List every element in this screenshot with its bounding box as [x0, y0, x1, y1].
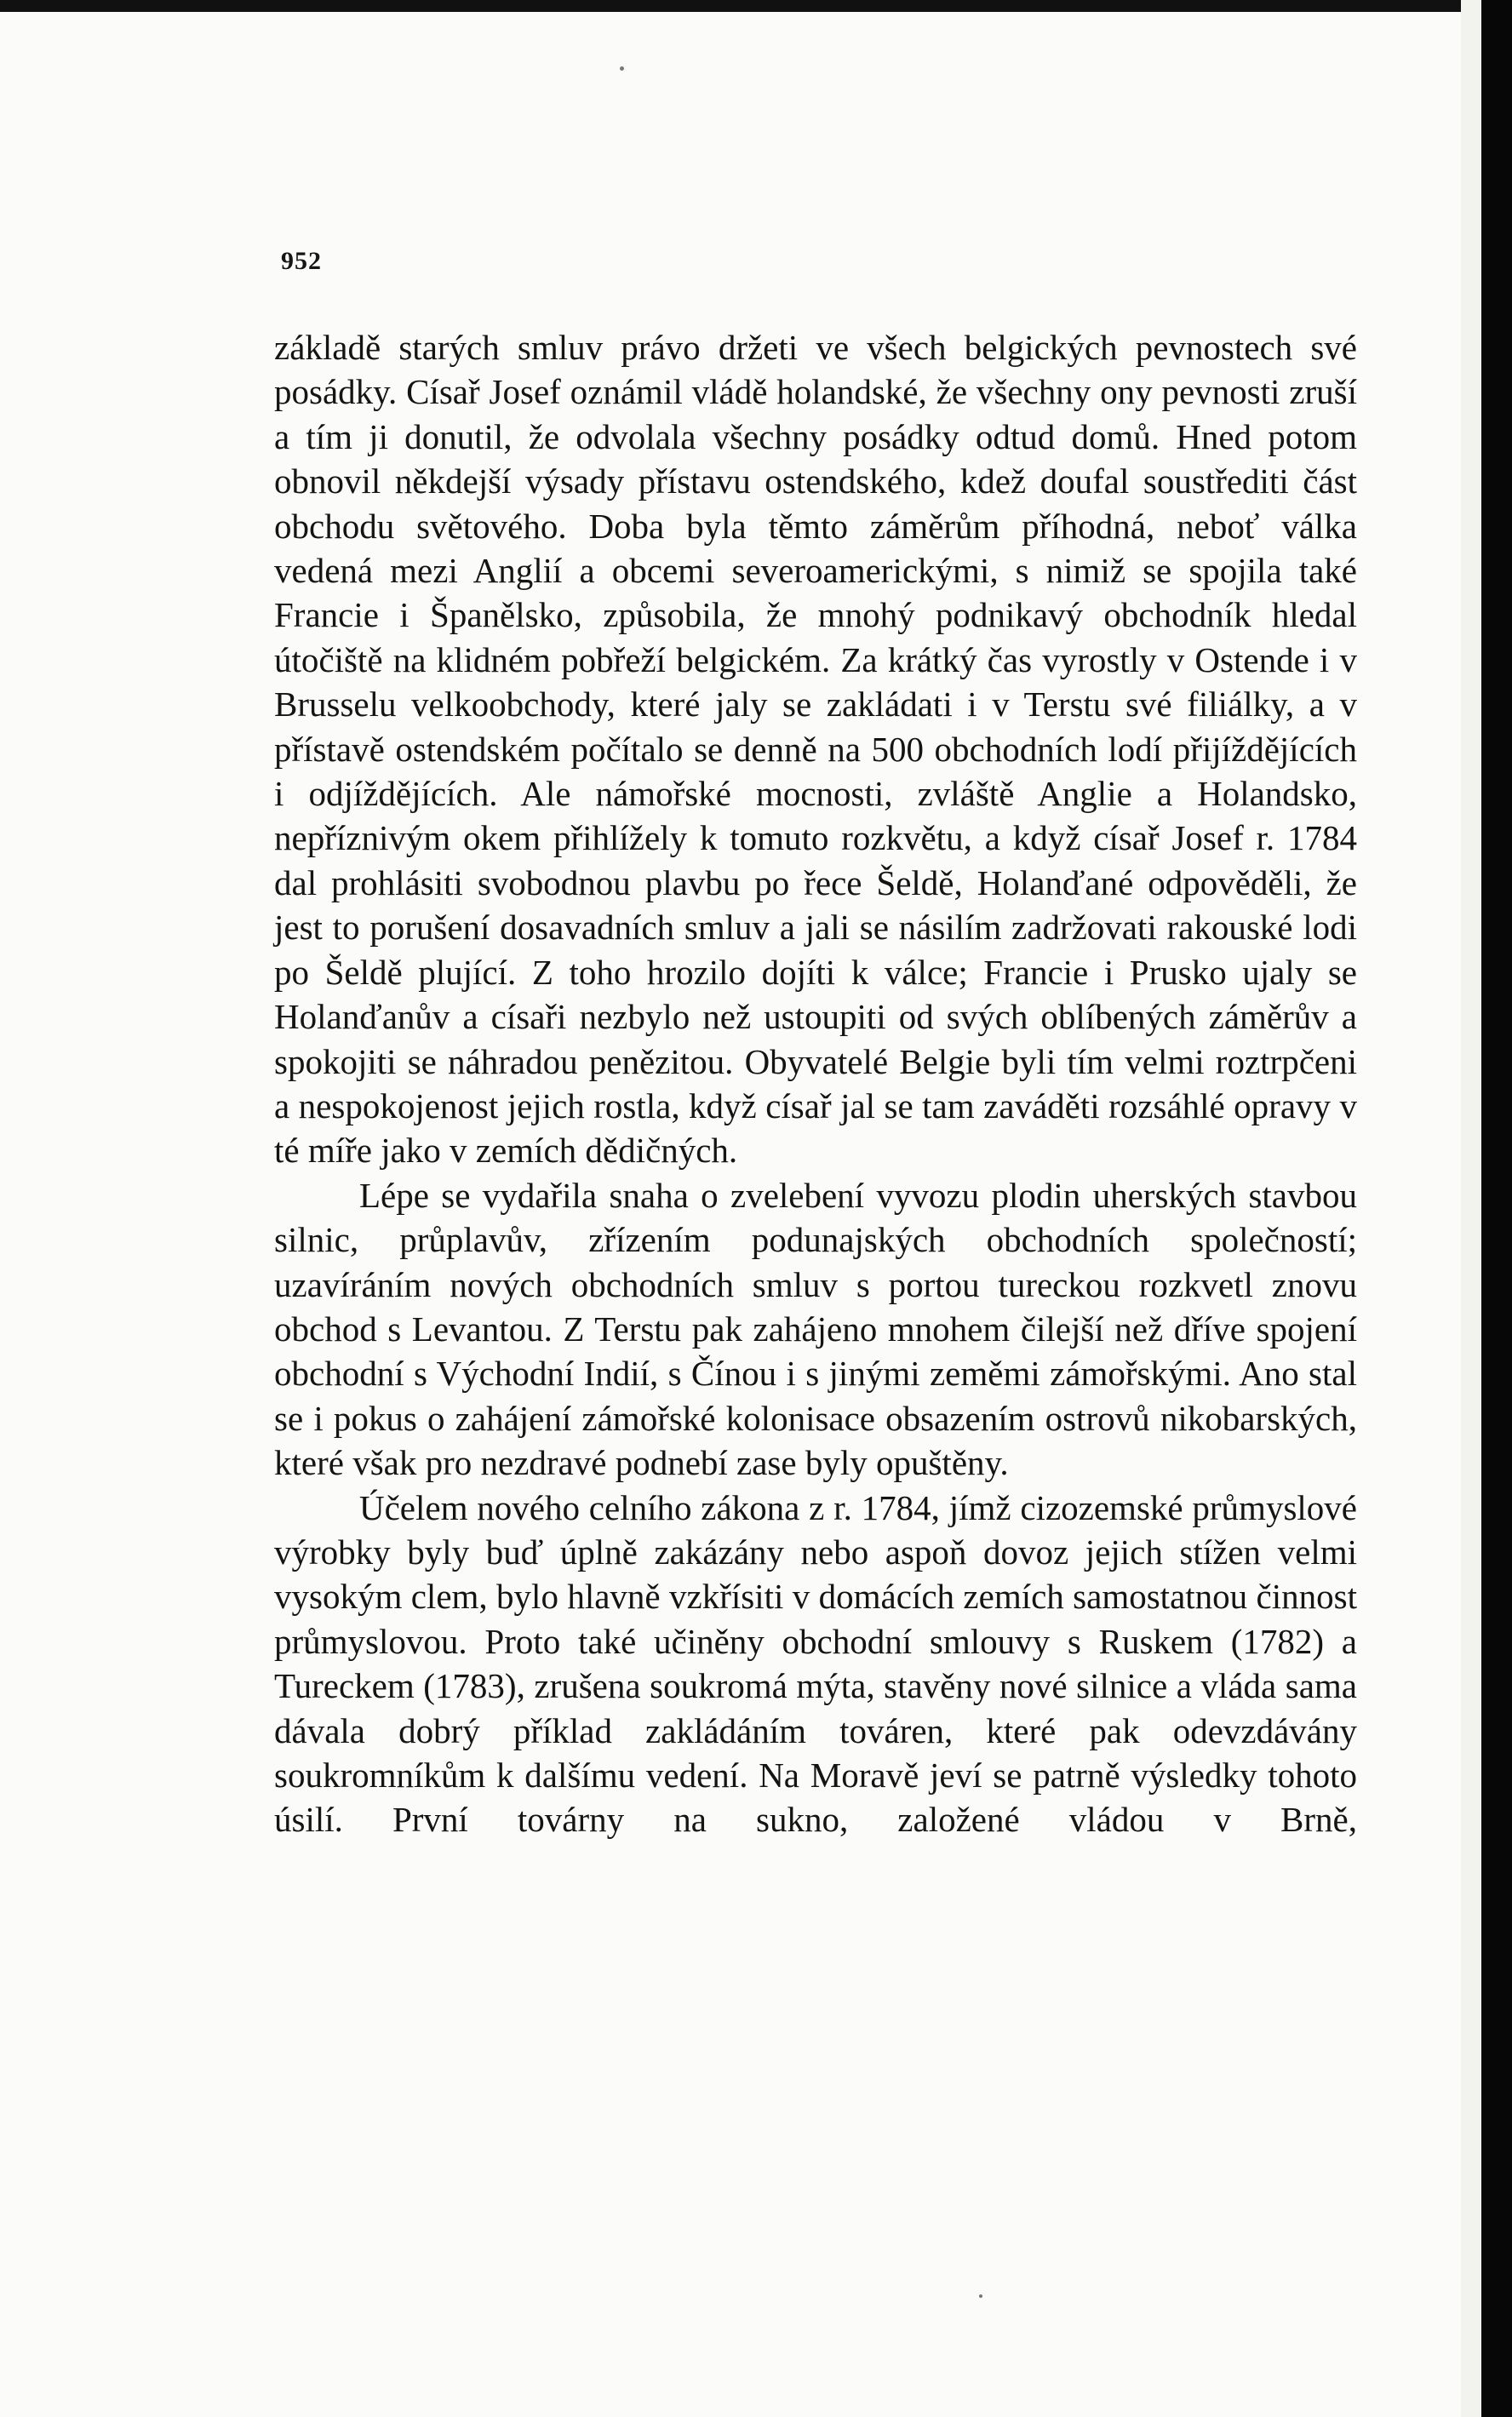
scan-right-border: [1481, 0, 1512, 2417]
paragraph: Účelem nového celního zákona z r. 1784, jímž cizozemské průmyslové výrobky byly buď úplně zakázány nebo aspoň dovoz jejich stížen velmi vysokým clem, bylo hlavně vzkřísiti v domácích zemích samostatnou činnost průmyslovou. Proto také učiněny obchodní smlouvy s Ruskem (1782) a Tureckem (1783), zrušena soukromá mýta, stavěny nové silnice a vláda sama dávala dobrý příklad zakládáním továren, které pak odevzdávány soukromníkům k dalšímu vedení. Na Moravě jeví se patrně výsledky tohoto úsilí. První továrny na sukno, založené vládou v Brně,: [274, 1487, 1357, 1840]
scan-speck: [620, 66, 624, 71]
paragraph: základě starých smluv právo držeti ve všech belgických pevnostech své posádky. Císař Josef oznámil vládě holandské, že všechny ony pevnosti zruší a tím ji donutil, že odvolala všechny posádky odtud domů. Hned potom obnovil někdejší výsady přístavu ostendského, kdež doufal soustřediti část obchodu světového. Doba byla těmto záměrům příhodná, neboť válka vedená mezi Anglií a obcemi severoamerickými, s nimiž se spojila také Francie i Španělsko, způsobila, že mnohý podnikavý obchodník hledal útočiště na klidném pobřeží belgickém. Za krátký čas vyrostly v Ostende i v Brusselu velkoobchody, které jaly se zakládati i v Terstu své filiálky, a v přístavě ostendském počítalo se denně na 500 obchodních lodí přijíždějících i odjíždějících. Ale námořské mocnosti, zvláště Anglie a Holandsko, nepříznivým okem přihlížely k tomuto rozkvětu, a když císař Josef r. 1784 dal prohlásiti svobodnou plavbu po řece Šeldě, Holanďané odpověděli, že jest to porušení dosavadních smluv a jali se násilím zadržovati rakouské lodi po Šeldě plující. Z toho hrozilo dojíti k válce; Francie i Prusko ujaly se Holanďanův a císaři nezbylo než ustoupiti od svých oblíbených záměrův a spokojiti se náhradou penězitou. Obyvatelé Belgie byli tím velmi roztrpčeni a nespokojenost jejich rostla, když císař jal se tam zaváděti rozsáhlé opravy v té míře jako v zemích dědičných.: [274, 328, 1357, 1171]
paragraph: Lépe se vydařila snaha o zvelebení vyvozu plodin uherských stavbou silnic, průplavův, zřízením podunajských obchodních společností; uzavíráním nových obchodních smluv s portou tureckou rozkvetl znovu obchod s Levantou. Z Terstu pak zahájeno mnohem čilejší než dříve spojení obchodní s Východní Indií, s Čínou i s jinými zeměmi zámořskými. Ano stal se i pokus o zahájení zámořské kolonisace obsazením ostrovů nikobarských, které však pro nezdravé podnebí zase byly opuštěny.: [274, 1175, 1357, 1483]
body-text: [274, 325, 1357, 1842]
page-edge: [1461, 0, 1481, 2417]
page-number: 952: [281, 247, 322, 275]
scan-speck: [979, 2294, 982, 2298]
